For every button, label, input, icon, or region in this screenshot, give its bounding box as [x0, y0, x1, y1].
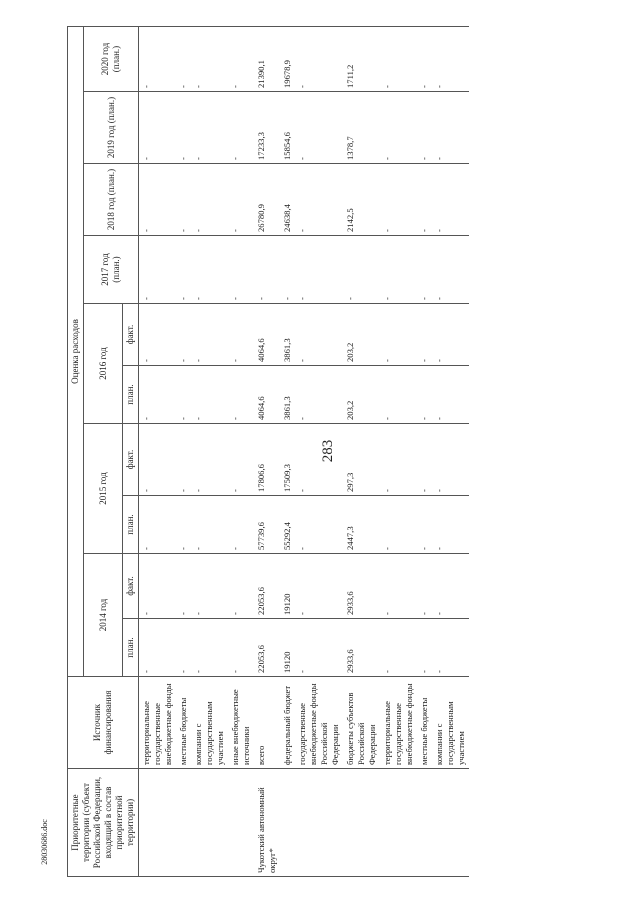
expenditure-table	[67, 26, 469, 877]
cell-value: -	[295, 619, 343, 677]
header-2018: 2018 год (план.)	[84, 164, 139, 236]
table-row	[176, 27, 191, 877]
cell-value: -	[417, 496, 432, 554]
cell-value: -	[139, 496, 177, 554]
cell-territory	[176, 769, 191, 877]
cell-value: -	[176, 366, 191, 424]
cell-value: 17806,6	[254, 424, 280, 496]
table-row	[228, 27, 254, 877]
cell-value: 17233,3	[254, 92, 280, 164]
cell-value: -	[417, 304, 432, 366]
cell-value: -	[228, 92, 254, 164]
cell-value: 55292,4	[280, 496, 295, 554]
cell-value: -	[432, 92, 469, 164]
cell-value: 24638,4	[280, 164, 295, 236]
table-row	[295, 27, 343, 877]
cell-value: -	[417, 554, 432, 619]
cell-value: 203,2	[343, 304, 380, 366]
cell-value: -	[228, 554, 254, 619]
cell-value: -	[228, 304, 254, 366]
cell-territory	[380, 769, 417, 877]
cell-source: бюджеты субъектов Российской Федерации	[343, 677, 380, 769]
cell-value: -	[176, 496, 191, 554]
header-2014-plan: план.	[123, 619, 139, 677]
cell-territory	[295, 769, 343, 877]
cell-territory	[343, 769, 380, 877]
cell-value: -	[432, 304, 469, 366]
cell-value: -	[191, 236, 228, 304]
header-2014-fact: факт.	[123, 554, 139, 619]
cell-value: 22053,6	[254, 619, 280, 677]
cell-value: -	[432, 619, 469, 677]
cell-value: -	[295, 236, 343, 304]
cell-value: -	[191, 304, 228, 366]
cell-value: -	[417, 92, 432, 164]
cell-value: 26780,9	[254, 164, 280, 236]
cell-value: -	[432, 164, 469, 236]
cell-value: -	[295, 164, 343, 236]
table-header	[68, 27, 139, 877]
rotated-table-container	[67, 27, 579, 877]
cell-source: компании с государственным участием	[432, 677, 469, 769]
cell-value: -	[228, 236, 254, 304]
header-2016: 2016 год	[84, 304, 123, 424]
table-row	[280, 27, 295, 877]
cell-value: -	[380, 304, 417, 366]
cell-value: -	[228, 366, 254, 424]
cell-territory	[228, 769, 254, 877]
cell-value: -	[295, 366, 343, 424]
table-row	[380, 27, 417, 877]
table-row	[139, 27, 177, 877]
cell-value: -	[295, 304, 343, 366]
cell-value: -	[380, 27, 417, 92]
cell-value: -	[228, 496, 254, 554]
cell-territory	[191, 769, 228, 877]
cell-value: 57739,6	[254, 496, 280, 554]
table-row	[191, 27, 228, 877]
cell-value: 1711,2	[343, 27, 380, 92]
cell-value: 19120	[280, 619, 295, 677]
cell-value: -	[380, 496, 417, 554]
document-footer: 28030686.doc	[40, 819, 49, 865]
cell-value: -	[176, 304, 191, 366]
cell-source: всего	[254, 677, 280, 769]
cell-value: -	[191, 366, 228, 424]
cell-territory	[280, 769, 295, 877]
cell-value: 203,2	[343, 366, 380, 424]
cell-value: -	[191, 496, 228, 554]
cell-territory	[432, 769, 469, 877]
cell-value: -	[380, 366, 417, 424]
header-2019: 2019 год (план.)	[84, 92, 139, 164]
cell-source: компании с государственным участием	[191, 677, 228, 769]
cell-value: -	[139, 424, 177, 496]
cell-value: -	[432, 236, 469, 304]
cell-value: -	[139, 92, 177, 164]
cell-value: -	[295, 27, 343, 92]
cell-value: -	[176, 424, 191, 496]
cell-value: -	[228, 424, 254, 496]
cell-value: -	[139, 304, 177, 366]
header-2016-plan: план.	[123, 366, 139, 424]
cell-source: федеральный бюджет	[280, 677, 295, 769]
cell-value: 2142,5	[343, 164, 380, 236]
cell-value: -	[432, 27, 469, 92]
cell-value: -	[176, 236, 191, 304]
cell-value: -	[280, 236, 295, 304]
cell-value: -	[191, 424, 228, 496]
cell-value: -	[343, 236, 380, 304]
cell-value: 22053,6	[254, 554, 280, 619]
header-2016-fact: факт.	[123, 304, 139, 366]
header-territory: Приоритетные территории (субъект Российской Федерации, входящий в состав приоритетной территории)	[68, 769, 139, 877]
cell-value: -	[191, 554, 228, 619]
header-2014: 2014 год	[84, 554, 123, 677]
cell-value: -	[191, 92, 228, 164]
cell-value: -	[176, 619, 191, 677]
cell-value: -	[295, 424, 343, 496]
cell-source: территориальные государственные внебюджетные фонды	[380, 677, 417, 769]
cell-value: -	[380, 164, 417, 236]
cell-value: -	[380, 424, 417, 496]
header-2015-fact: факт.	[123, 424, 139, 496]
cell-value: 17509,3	[280, 424, 295, 496]
cell-value: -	[417, 27, 432, 92]
cell-value: -	[417, 619, 432, 677]
cell-value: -	[295, 496, 343, 554]
cell-value: -	[139, 164, 177, 236]
cell-value: -	[176, 554, 191, 619]
cell-source: местные бюджеты	[176, 677, 191, 769]
cell-value: -	[176, 164, 191, 236]
cell-value: -	[139, 619, 177, 677]
header-estimate: Оценка расходов	[68, 27, 84, 677]
cell-value: -	[417, 236, 432, 304]
cell-value: -	[139, 236, 177, 304]
cell-value: 19678,9	[280, 27, 295, 92]
cell-value: -	[380, 92, 417, 164]
cell-value: -	[228, 619, 254, 677]
cell-value: -	[295, 92, 343, 164]
cell-source: иные внебюджетные источники	[228, 677, 254, 769]
cell-value: -	[254, 236, 280, 304]
header-source: Источник финансирования	[68, 677, 139, 769]
cell-territory	[139, 769, 177, 877]
cell-value: 15854,6	[280, 92, 295, 164]
cell-value: -	[191, 27, 228, 92]
cell-value: 3861,3	[280, 304, 295, 366]
cell-value: 2447,3	[343, 496, 380, 554]
cell-value: -	[295, 554, 343, 619]
header-2015: 2015 год	[84, 424, 123, 554]
cell-value: 297,3	[343, 424, 380, 496]
cell-value: -	[380, 236, 417, 304]
table-row	[254, 27, 280, 877]
cell-source: местные бюджеты	[417, 677, 432, 769]
cell-value: 4064,6	[254, 366, 280, 424]
table-row	[343, 27, 380, 877]
header-2017: 2017 год (план.)	[84, 236, 139, 304]
cell-value: -	[417, 424, 432, 496]
cell-value: -	[139, 554, 177, 619]
table-row	[417, 27, 432, 877]
cell-source: государственные внебюджетные фонды Российской Федерации	[295, 677, 343, 769]
cell-value: -	[417, 366, 432, 424]
cell-value: 2933,6	[343, 554, 380, 619]
cell-value: -	[380, 619, 417, 677]
cell-value: -	[139, 366, 177, 424]
cell-value: -	[228, 27, 254, 92]
page-number: 283	[320, 439, 336, 463]
cell-value: -	[176, 27, 191, 92]
cell-value: -	[380, 554, 417, 619]
cell-value: 4064,6	[254, 304, 280, 366]
cell-value: -	[176, 92, 191, 164]
cell-value: 19120	[280, 554, 295, 619]
cell-value: 1378,7	[343, 92, 380, 164]
cell-value: -	[432, 366, 469, 424]
cell-value: -	[191, 164, 228, 236]
cell-value: 21390,1	[254, 27, 280, 92]
table-row	[432, 27, 469, 877]
cell-value: -	[139, 27, 177, 92]
cell-value: 3861,3	[280, 366, 295, 424]
cell-source: территориальные государственные внебюджетные фонды	[139, 677, 177, 769]
table-body	[139, 27, 470, 877]
cell-value: -	[432, 424, 469, 496]
cell-value: -	[432, 496, 469, 554]
cell-value: -	[191, 619, 228, 677]
header-2015-plan: план.	[123, 496, 139, 554]
cell-value: -	[417, 164, 432, 236]
header-2020: 2020 год (план.)	[84, 27, 139, 92]
cell-territory: Чукотский автономный округ*	[254, 769, 280, 877]
cell-territory	[417, 769, 432, 877]
cell-value: -	[228, 164, 254, 236]
cell-value: -	[432, 554, 469, 619]
cell-value: 2933,6	[343, 619, 380, 677]
